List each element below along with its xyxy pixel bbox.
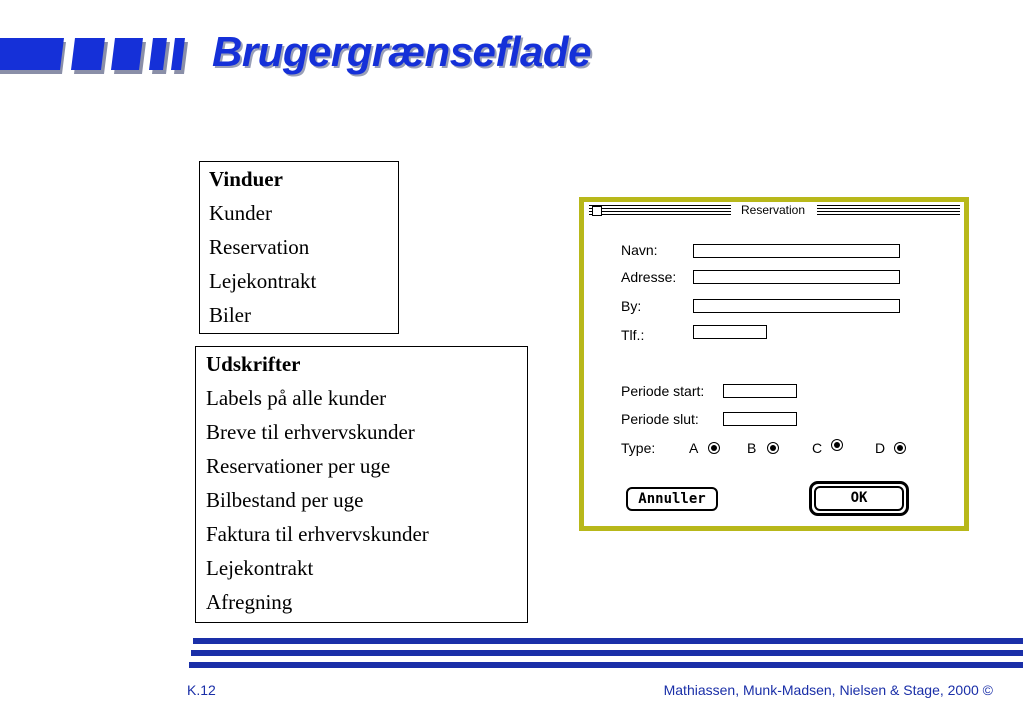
type-c-radio[interactable] bbox=[831, 439, 843, 451]
type-option-a-label: A bbox=[689, 440, 699, 456]
tlf-label: Tlf.: bbox=[621, 327, 645, 343]
by-field[interactable] bbox=[693, 299, 900, 313]
prints-list-item: Faktura til erhvervskunder bbox=[206, 522, 429, 546]
periode-slut-label: Periode slut: bbox=[621, 411, 699, 427]
windows-list-item: Biler bbox=[209, 303, 251, 327]
type-option-d-label: D bbox=[875, 440, 886, 456]
type-d-radio[interactable] bbox=[894, 442, 906, 454]
slide-number: K.12 bbox=[187, 682, 216, 698]
navn-label: Navn: bbox=[621, 242, 658, 258]
windows-list-item: Lejekontrakt bbox=[209, 269, 317, 293]
cancel-button[interactable]: Annuller bbox=[626, 487, 718, 511]
footer-stripe bbox=[193, 638, 1023, 644]
adresse-field[interactable] bbox=[693, 270, 900, 284]
close-box-icon[interactable] bbox=[592, 206, 602, 216]
dialog-title: Reservation bbox=[735, 203, 811, 217]
windows-list-item: Kunder bbox=[209, 201, 272, 225]
dialog-titlebar[interactable] bbox=[589, 202, 960, 219]
ok-button[interactable]: OK bbox=[814, 486, 904, 511]
prints-list-item: Reservationer per uge bbox=[206, 454, 391, 478]
slide-title: Brugergrænseflade bbox=[212, 28, 591, 75]
periode-start-field[interactable] bbox=[723, 384, 797, 398]
footer-stripe bbox=[191, 650, 1023, 656]
windows-list-box bbox=[199, 161, 399, 334]
prints-list-heading: Udskrifter bbox=[206, 352, 301, 376]
windows-list-heading: Vinduer bbox=[209, 167, 283, 191]
type-a-radio[interactable] bbox=[708, 442, 720, 454]
footer-credits: Mathiassen, Munk-Madsen, Nielsen & Stage, 2000 © bbox=[663, 682, 993, 698]
tlf-field[interactable] bbox=[693, 325, 767, 339]
prints-list-item: Bilbestand per uge bbox=[206, 488, 364, 512]
type-option-b-label: B bbox=[747, 440, 757, 456]
footer-stripe bbox=[189, 662, 1023, 668]
prints-list-item: Lejekontrakt bbox=[206, 556, 314, 580]
type-label: Type: bbox=[621, 440, 656, 456]
type-b-radio[interactable] bbox=[767, 442, 779, 454]
periode-start-label: Periode start: bbox=[621, 383, 705, 399]
navn-field[interactable] bbox=[693, 244, 900, 258]
adresse-label: Adresse: bbox=[621, 269, 677, 285]
prints-list-box bbox=[195, 346, 528, 623]
type-option-c-label: C bbox=[812, 440, 823, 456]
prints-list-item: Afregning bbox=[206, 590, 293, 614]
by-label: By: bbox=[621, 298, 642, 314]
periode-slut-field[interactable] bbox=[723, 412, 797, 426]
windows-list-item: Reservation bbox=[209, 235, 310, 259]
reservation-dialog bbox=[579, 197, 969, 531]
logo-bars-icon bbox=[0, 38, 190, 74]
prints-list-item: Labels på alle kunder bbox=[206, 386, 387, 410]
prints-list-item: Breve til erhvervskunder bbox=[206, 420, 415, 444]
